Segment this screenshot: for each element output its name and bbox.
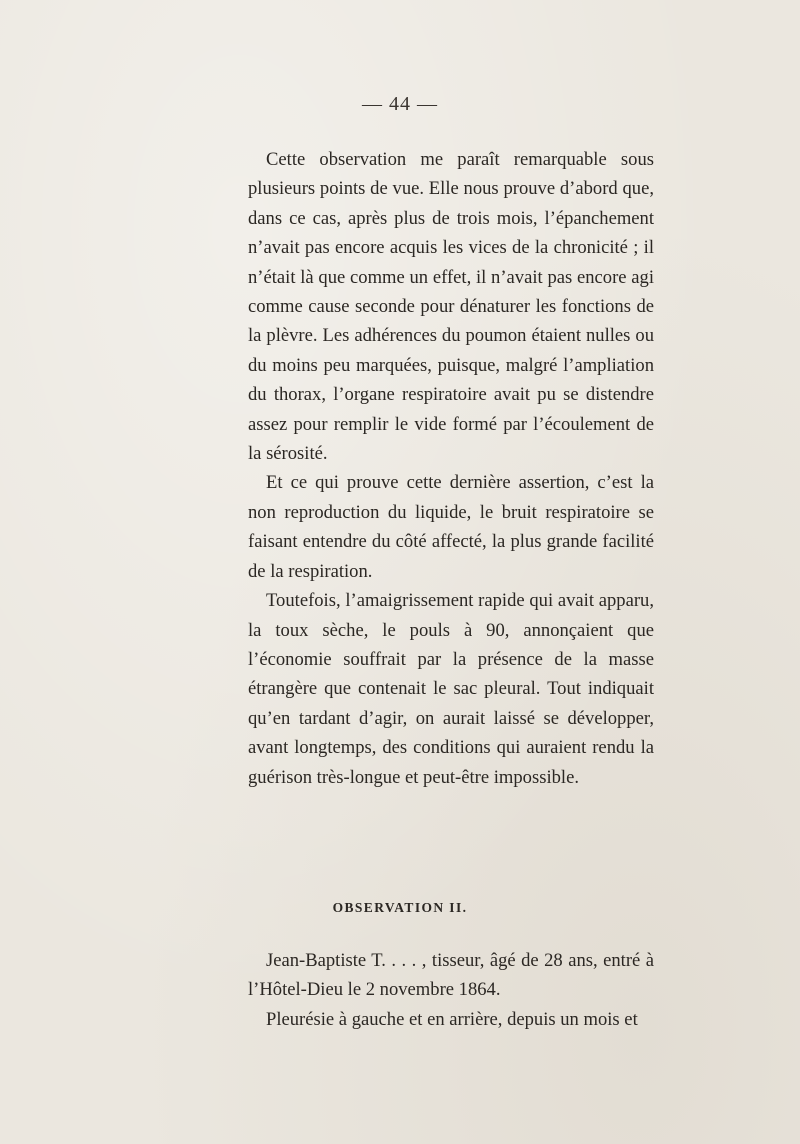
paragraph: Cette observation me paraît remarquable sous plusieurs points de vue. Elle nous prouve d’abord que, dans ce cas, après plus de trois mois, l’épanchement n’avait pas encore acquis les vices de la chronicité ; il n’était là que comme un effet, il n’avait pas encore agi comme cause seconde pour dénaturer les fonctions de la plèvre. Les adhérences du poumon étaient nulles ou du moins peu marquées, puisque, malgré l’ampliation du thorax, l’organe respiratoire avait pu se distendre assez pour remplir le vide formé par l’écoulement de la sérosité. [248, 149, 654, 465]
section-heading: OBSERVATION II. [332, 900, 468, 915]
paragraph: Toutefois, l’amaigrissement rapide qui avait apparu, la toux sèche, le pouls à 90, annonçaient que l’économie souffrait par la présence de la masse étrangère que contenait le sac pleural. Tout indiquait qu’en tardant d’agir, on aurait laissé se développer, avant longtemps, des conditions qui auraient rendu la guérison très-longue et peut-être impossible. [248, 590, 654, 788]
page-number: — 44 — [362, 93, 438, 115]
paragraph: Et ce qui prouve cette dernière assertion, c’est la non reproduction du liquide, le bruit respiratoire se faisant entendre du côté affecté, la plus grande facilité de la respiration. [248, 472, 654, 582]
body-text-continued [248, 946, 654, 1034]
paragraph: Jean-Baptiste T. . . . , tisseur, âgé de 28 ans, entré à l’Hôtel-Dieu le 2 novembre 1864. [248, 950, 654, 1001]
body-text [248, 145, 654, 792]
paragraph: Pleurésie à gauche et en arrière, depuis un mois et [266, 1008, 638, 1030]
